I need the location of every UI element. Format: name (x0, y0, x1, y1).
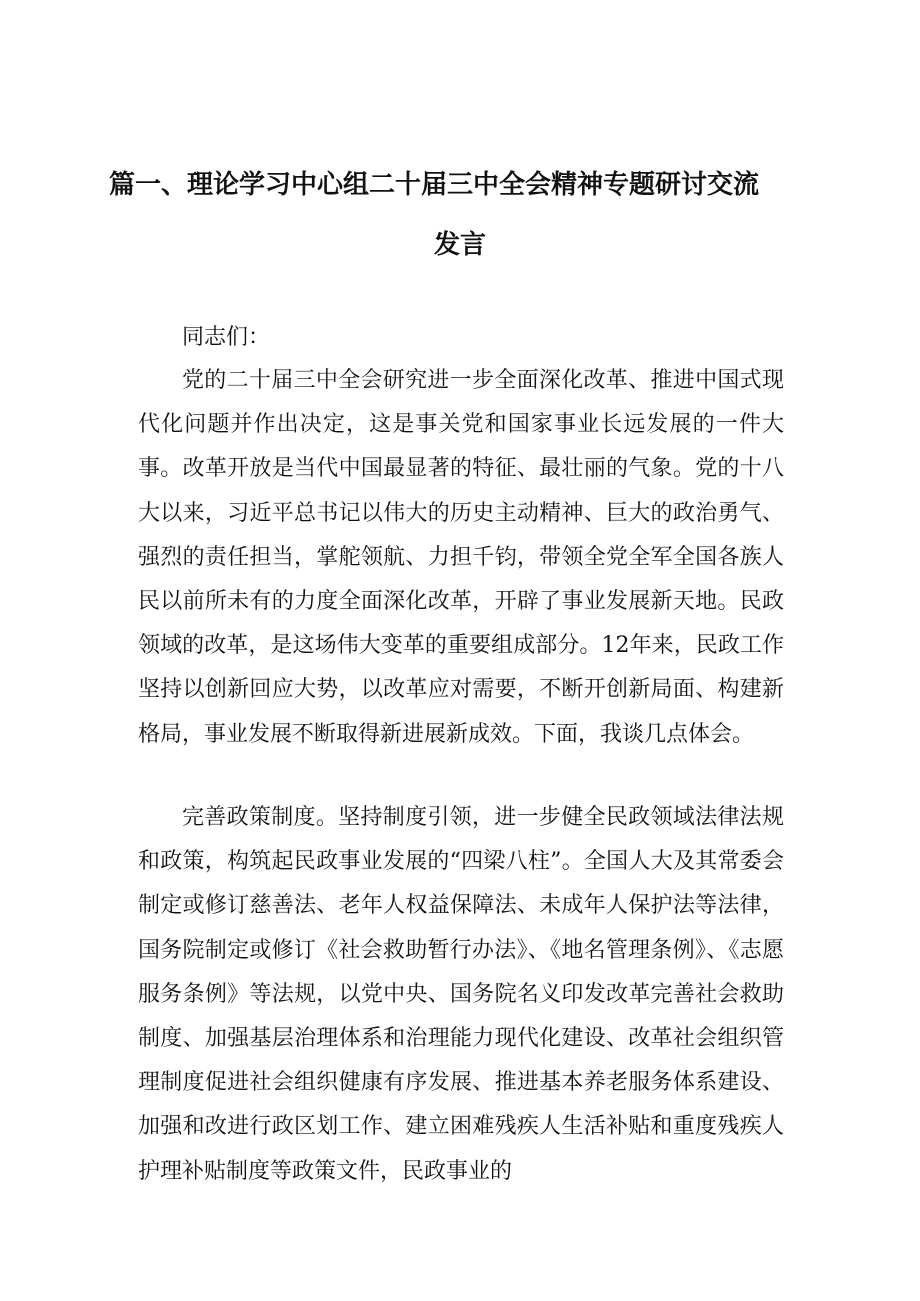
body-paragraph-2: 完善政策制度。坚持制度引领，进一步健全民政领域法律法规和政策，构筑起民政事业发展的“四梁八柱”。全国人大及其常委会制定或修订慈善法、老年人权益保障法、未成年人保护法等法律，国务院制定或修订《社会救助暂行办法》、《地名管理条例》、《志愿服务条例》等法规，以党中央、国务院名义印发改革完善社会救助制度、加强基层治理体系和治理能力现代化建设、改革社会组织管理制度促进社会组织健康有序发展、推进基本养老服务体系建设、加强和改进行政区划工作、建立困难残疾人生活补贴和重度残疾人护理补贴制度等政策文件，民政事业的 (138, 805, 784, 1184)
salutation: 同志们： (182, 325, 271, 350)
body-paragraph-1: 党的二十届三中全会研究进一步全面深化改革、推进中国式现代化问题并作出决定，这是事关党和国家事业长远发展的一件大事。改革开放是当代中国最显著的特征、最壮丽的气象。党的十八大以来，习近平总书记以伟大的历史主动精神、巨大的政治勇气、强烈的责任担当，掌舵领航、力担千钧，带领全党全军全国各族人民以前所未有的力度全面深化改革，开辟了事业发展新天地。民政领域的改革，是这场伟大变革的重要组成部分。12年来，民政工作坚持以创新回应大势，以改革应对需要，不断开创新局面、构建新格局，事业发展不断取得新进展新成效。下面，我谈几点体会。 (138, 368, 784, 747)
document-title-line-1: 篇一、理论学习中心组二十届三中全会精神专题研讨交流 (108, 170, 759, 200)
document-title-line-2: 发言 (433, 230, 486, 260)
